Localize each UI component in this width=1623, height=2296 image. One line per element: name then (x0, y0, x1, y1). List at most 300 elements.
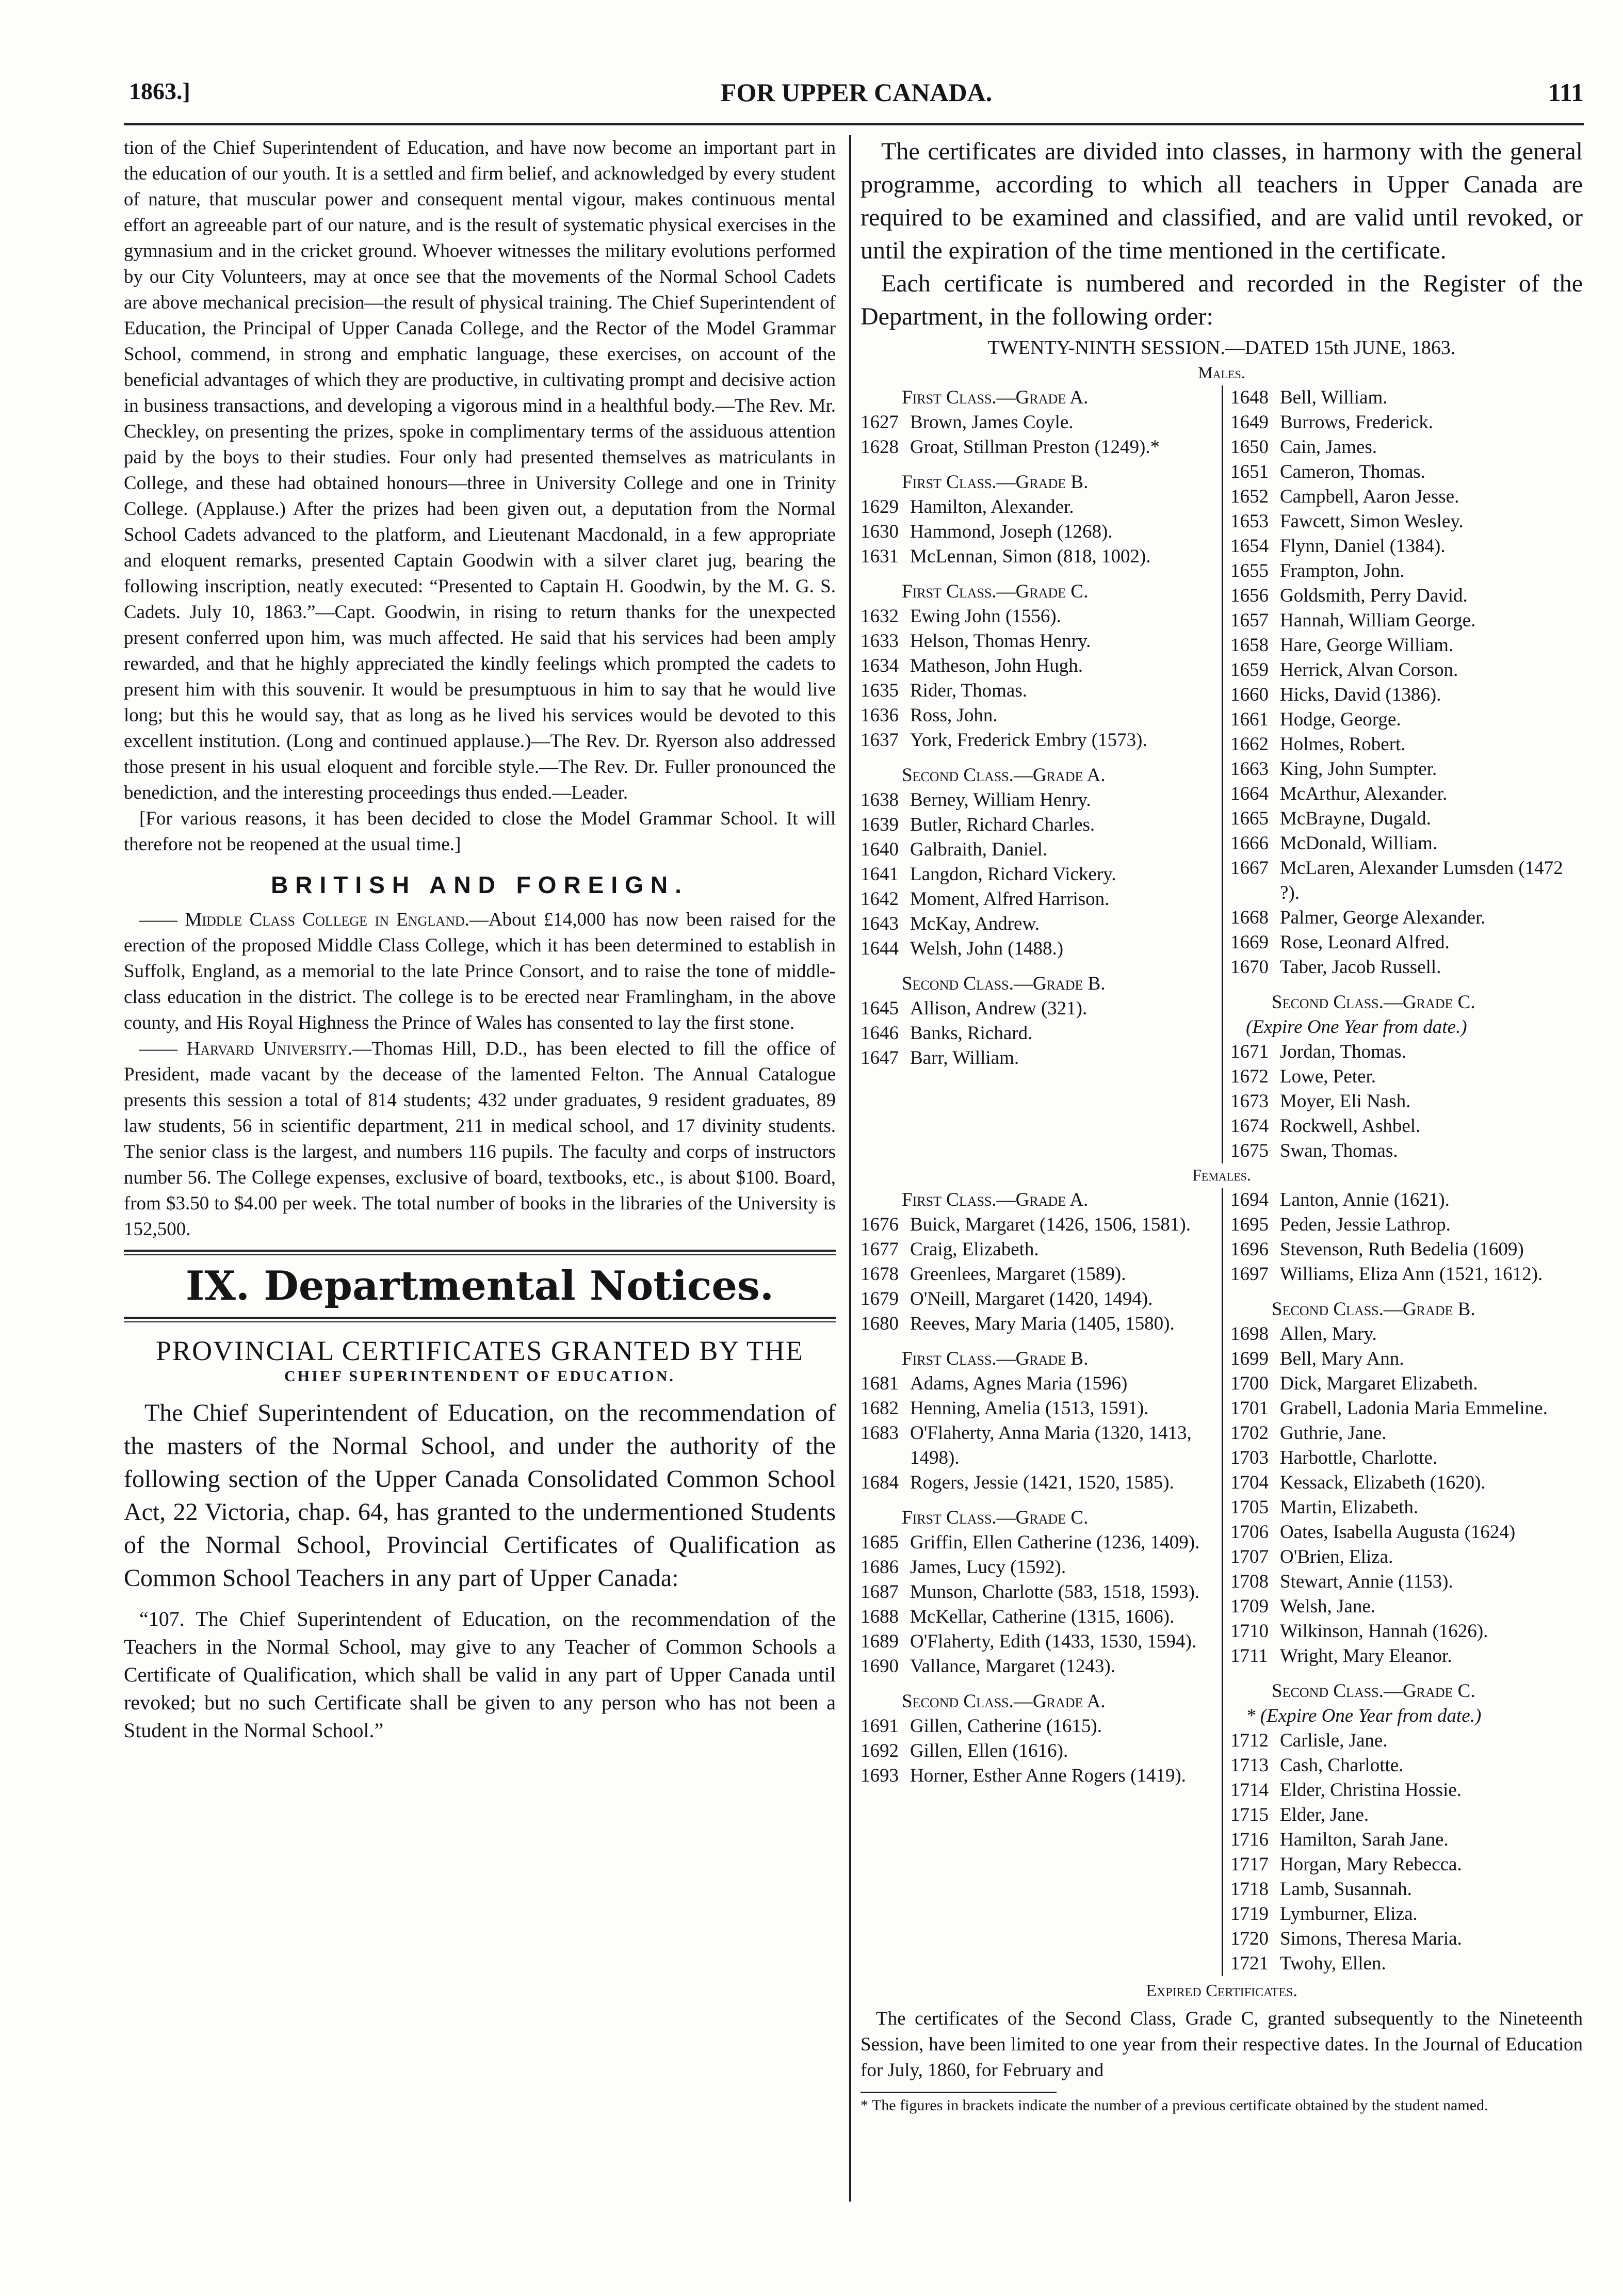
certificate-number: 1668 (1230, 907, 1269, 928)
teacher-name: Wright, Mary Eleanor. (1280, 1645, 1452, 1667)
certificate-number: 1640 (861, 839, 899, 860)
certificate-number: 1679 (861, 1288, 899, 1309)
teacher-name: Kessack, Elizabeth (1620). (1280, 1472, 1486, 1493)
teacher-name: Gillen, Ellen (1616). (910, 1740, 1068, 1761)
certificate-entry (1230, 1644, 1581, 1669)
certificate-number: 1708 (1230, 1571, 1269, 1592)
certificate-entry (1230, 435, 1581, 460)
harvard-item (124, 1036, 836, 1242)
teacher-name: Welsh, Jane. (1280, 1596, 1376, 1617)
certificate-entry (1230, 559, 1581, 584)
teacher-name: Rider, Thomas. (910, 680, 1028, 701)
certificate-number: 1657 (1230, 610, 1269, 631)
page-number: 111 (1548, 78, 1584, 107)
teacher-name: Bell, William. (1280, 387, 1388, 408)
certificate-entry (1230, 757, 1581, 782)
certificates-intro: The Chief Superintendent of Education, on the recommendation of the masters of the Normal School, and under the authority of the following section of the Upper Canada Consolidated Common School Act, 22 Victoria, chap. 64, has granted to the undermentioned Students of the Normal School, Provincial Certificates of Qualification as Common School Teachers in any part of Upper Canada: (124, 1399, 836, 1592)
certificate-number: 1694 (1230, 1189, 1269, 1210)
certificate-entry (1230, 1040, 1581, 1064)
teacher-name: Greenlees, Margaret (1589). (910, 1264, 1126, 1285)
certificate-number: 1704 (1230, 1472, 1269, 1493)
certificate-number: 1664 (1230, 783, 1269, 804)
teacher-name: McDonald, William. (1280, 833, 1438, 854)
certificate-entry (1230, 1803, 1581, 1828)
teacher-name: Berney, William Henry. (910, 789, 1091, 811)
certificate-number: 1676 (861, 1214, 899, 1235)
certificate-entry (1230, 1347, 1581, 1371)
certificate-entry (1230, 806, 1581, 831)
teacher-name: Lamb, Susannah. (1280, 1879, 1412, 1900)
item-text: —Thomas Hill, D.D., has been elected to fill the office of President, made vacant by the decease of the lamented Felton. The Annual Catalogue presents this session a total of 814 students; 432 under graduates, 9 resident graduates, 89 law students, 56 in scientific department, 211 in medical school, and 17 divinity students. The senior class is the largest, and numbers 116 pupils. The faculty and corps of instructors number 56. The College expenses, exclusive of board, textbooks, etc., is about $100. Board, from $3.50 to $4.00 per week. The total number of books in the libraries of the University is 152,500. (124, 1038, 836, 1240)
teacher-name: Brown, James Coyle. (910, 412, 1074, 433)
expired-heading: Expired Certificates. (1146, 1981, 1297, 2000)
certificate-number: 1689 (861, 1631, 899, 1652)
certificate-number: 1690 (861, 1656, 899, 1677)
certificate-number: 1643 (861, 913, 899, 934)
certificate-entry (861, 1396, 1222, 1421)
certificate-number: 1680 (861, 1313, 899, 1334)
certificate-number: 1633 (861, 630, 899, 652)
certificate-number: 1631 (861, 546, 899, 567)
certificate-entry (861, 1470, 1222, 1495)
certificate-entry (861, 678, 1222, 703)
females-list (861, 1188, 1583, 1976)
grade-heading: First Class.—Grade C. (902, 1507, 1089, 1528)
certificate-entry (1230, 1852, 1581, 1877)
certificate-number: 1627 (861, 412, 899, 433)
certificate-number: 1672 (1230, 1066, 1269, 1087)
certificate-entry (1230, 906, 1581, 930)
certificate-number: 1669 (1230, 932, 1269, 953)
certificate-entry (1230, 707, 1581, 732)
certificate-entry (861, 1046, 1222, 1071)
certificate-entry (861, 1262, 1222, 1287)
teacher-name: Campbell, Aaron Jesse. (1280, 486, 1459, 507)
classes-paragraph: The certificates are divided into classes, in harmony with the general programme, according to which all teachers in Upper Canada are required to be examined and classified, and are valid until revoked, or until the expiration of the time mentioned in the certificate. (861, 138, 1583, 264)
teacher-name: O'Neill, Margaret (1420, 1494). (910, 1288, 1153, 1309)
certificate-number: 1684 (861, 1472, 899, 1493)
teacher-name: Galbraith, Daniel. (910, 839, 1048, 860)
teacher-name: Carlisle, Jane. (1280, 1730, 1388, 1751)
teacher-name: Peden, Jessie Lathrop. (1280, 1214, 1451, 1235)
certificate-number: 1711 (1230, 1645, 1268, 1667)
teacher-name: Helson, Thomas Henry. (910, 630, 1091, 652)
certificate-entry (1230, 1089, 1581, 1114)
teacher-name: McBrayne, Dugald. (1280, 808, 1431, 829)
certificate-entry (1230, 1951, 1581, 1976)
certificate-number: 1648 (1230, 387, 1269, 408)
header-year: 1863.] (129, 78, 190, 104)
certificate-entry (861, 604, 1222, 629)
certificate-entry (1230, 1262, 1581, 1287)
certificate-number: 1632 (861, 606, 899, 627)
teacher-name: Dick, Margaret Elizabeth. (1280, 1373, 1478, 1394)
males-list (861, 385, 1583, 1163)
certificate-entry (861, 862, 1222, 887)
teacher-name: Allison, Andrew (321). (910, 998, 1088, 1019)
certificate-entry (861, 703, 1222, 728)
certificate-entry (861, 1739, 1222, 1764)
teacher-name: Williams, Eliza Ann (1521, 1612). (1280, 1264, 1543, 1285)
certificate-entry (1230, 608, 1581, 633)
item-heading: —— Middle Class College in England. (139, 909, 469, 930)
british-foreign-heading: BRITISH AND FOREIGN. (271, 871, 689, 898)
certificate-number: 1699 (1230, 1348, 1269, 1369)
certificate-number: 1718 (1230, 1879, 1269, 1900)
certificate-number: 1713 (1230, 1755, 1269, 1776)
teacher-name: Moment, Alfred Harrison. (910, 888, 1110, 910)
certificate-entry (1230, 930, 1581, 955)
item-text: —About £14,000 has now been raised for the erection of the proposed Middle Class College, which it has been determined to establish in Suffolk, England, as a memorial to the late Prince Consort, and to raise the tone of middle-class education in the district. The college is to be erected near Framlingham, in the above county, and His Royal Highness the Prince of Wales has consented to lay the first stone. (124, 909, 836, 1033)
teacher-name: Lymburner, Eliza. (1280, 1903, 1418, 1925)
teacher-name: York, Frederick Embry (1573). (910, 730, 1147, 751)
certificate-entry (861, 1555, 1222, 1580)
teacher-name: Adams, Agnes Maria (1596) (910, 1373, 1128, 1394)
grade-heading: First Class.—Grade A. (902, 387, 1089, 408)
certificate-entry (1230, 856, 1581, 906)
certificate-entry (861, 1421, 1222, 1470)
header-rule (124, 123, 1584, 125)
left-column (124, 135, 836, 2202)
certificate-number: 1682 (861, 1398, 899, 1419)
teacher-name: McLennan, Simon (818, 1002). (910, 546, 1151, 567)
grade-heading: Second Class.—Grade A. (902, 765, 1106, 786)
certificate-number: 1659 (1230, 659, 1269, 681)
certificate-entry (861, 1605, 1222, 1629)
certificate-entry (861, 1714, 1222, 1739)
certificate-number: 1642 (861, 888, 899, 910)
certificate-number: 1665 (1230, 808, 1269, 829)
certificate-number: 1651 (1230, 461, 1269, 482)
teacher-name: Ross, John. (910, 705, 998, 726)
teacher-name: Matheson, John Hugh. (910, 655, 1083, 676)
certificate-entry (861, 495, 1222, 520)
teacher-name: Twohy, Ellen. (1280, 1953, 1386, 1974)
session-heading: TWENTY-NINTH SESSION.—DATED 15th JUNE, 1863. (987, 337, 1456, 359)
certificate-entry (861, 1371, 1222, 1396)
certificate-number: 1688 (861, 1606, 899, 1627)
females-right-column (1222, 1188, 1581, 1976)
teacher-name: Horgan, Mary Rebecca. (1280, 1854, 1462, 1875)
certificate-number: 1662 (1230, 734, 1269, 755)
certificate-number: 1636 (861, 705, 899, 726)
teacher-name: Jordan, Thomas. (1280, 1041, 1406, 1062)
teacher-name: Hicks, David (1386). (1280, 684, 1441, 705)
teacher-name: Bell, Mary Ann. (1280, 1348, 1404, 1369)
certificate-entry (861, 544, 1222, 569)
expired-text: The certificates of the Second Class, Grade C, granted subsequently to the Nineteenth Session, have been limited to one year from their respective dates. In the Journal of Education for July, 1860, for February and (861, 2008, 1583, 2081)
certificate-number: 1715 (1230, 1804, 1269, 1825)
certificate-entry (1230, 1371, 1581, 1396)
teacher-name: Hamilton, Alexander. (910, 496, 1074, 518)
certificate-entry (861, 813, 1222, 837)
certificate-number: 1644 (861, 938, 899, 959)
teacher-name: Rose, Leonard Alfred. (1280, 932, 1450, 953)
certificate-entry (1230, 1188, 1581, 1212)
certificate-entry (861, 520, 1222, 544)
certificate-number: 1692 (861, 1740, 899, 1761)
grade-heading: Second Class.—Grade A. (902, 1691, 1106, 1712)
certificate-entry (1230, 385, 1581, 410)
certificate-number: 1663 (1230, 758, 1269, 780)
teacher-name: McKellar, Catherine (1315, 1606). (910, 1606, 1175, 1627)
register-paragraph: Each certificate is numbered and recorded in the Register of the Department, in the following order: (861, 270, 1583, 330)
certificate-number: 1706 (1230, 1522, 1269, 1543)
teacher-name: Simons, Theresa Maria. (1280, 1928, 1462, 1949)
teacher-name: Wilkinson, Hannah (1626). (1280, 1621, 1488, 1642)
page-header (129, 77, 1584, 119)
teacher-name: Lowe, Peter. (1280, 1066, 1376, 1087)
act-quote: “107. The Chief Superintendent of Education, on the recommendation of the Teachers in the Normal School, may give to any Teacher of Common Schools a Certificate of Qualification, which shall be valid in any part of Upper Canada until revoked; but no such Certificate shall be given to any person who has not been a Student in the Normal School.” (124, 1607, 836, 1742)
certificate-number: 1701 (1230, 1398, 1269, 1419)
certificate-number: 1660 (1230, 684, 1269, 705)
teacher-name: Stewart, Annie (1153). (1280, 1571, 1453, 1592)
teacher-name: Hamilton, Sarah Jane. (1280, 1829, 1449, 1850)
certificate-entry (861, 887, 1222, 912)
teacher-name: Craig, Elizabeth. (910, 1239, 1039, 1260)
certificate-number: 1719 (1230, 1903, 1269, 1925)
teacher-name: Goldsmith, Perry David. (1280, 585, 1468, 606)
certificate-number: 1666 (1230, 833, 1269, 854)
departmental-notices-heading: IX. Departmental Notices. (185, 1263, 774, 1309)
certificate-entry (1230, 410, 1581, 435)
teacher-name: Vallance, Margaret (1243). (910, 1656, 1115, 1677)
teacher-name: Groat, Stillman Preston (1249).* (910, 436, 1160, 458)
section-divider (124, 1250, 836, 1255)
teacher-name: Elder, Christina Hossie. (1280, 1780, 1462, 1801)
teacher-name: Lanton, Annie (1621). (1280, 1189, 1450, 1210)
certificate-number: 1702 (1230, 1422, 1269, 1444)
teacher-name: Herrick, Alvan Corson. (1280, 659, 1458, 681)
teacher-name: McKay, Andrew. (910, 913, 1040, 934)
certificate-entry (1230, 534, 1581, 559)
certificate-number: 1697 (1230, 1264, 1269, 1285)
certificate-number: 1667 (1230, 858, 1269, 879)
certificate-number: 1677 (861, 1239, 899, 1260)
teacher-name: Moyer, Eli Nash. (1280, 1091, 1411, 1112)
certificate-entry (861, 1654, 1222, 1679)
certificate-entry (1230, 1545, 1581, 1570)
certificate-number: 1673 (1230, 1091, 1269, 1112)
certificate-number: 1661 (1230, 709, 1269, 730)
teacher-name: Rogers, Jessie (1421, 1520, 1585). (910, 1472, 1174, 1493)
certificates-title: PROVINCIAL CERTIFICATES GRANTED BY THE (156, 1335, 804, 1366)
teacher-name: Hare, George William. (1280, 635, 1454, 656)
expiry-note: * (Expire One Year from date.) (1246, 1705, 1482, 1726)
certificate-number: 1700 (1230, 1373, 1269, 1394)
teacher-name: O'Flaherty, Edith (1433, 1530, 1594). (910, 1631, 1197, 1652)
certificate-number: 1658 (1230, 635, 1269, 656)
certificate-number: 1650 (1230, 436, 1269, 458)
footnote-rule (861, 2092, 1057, 2093)
certificate-entry (861, 1237, 1222, 1262)
teacher-name: Ewing John (1556). (910, 606, 1061, 627)
certificate-entry (1230, 1114, 1581, 1139)
certificate-number: 1681 (861, 1373, 899, 1394)
certificate-entry (1230, 683, 1581, 707)
certificate-entry (1230, 1728, 1581, 1753)
teacher-name: Harbottle, Charlotte. (1280, 1447, 1438, 1468)
certificate-entry (861, 1530, 1222, 1555)
certificate-number: 1710 (1230, 1621, 1269, 1642)
grade-heading: Second Class.—Grade B. (1272, 1299, 1475, 1320)
certificate-number: 1649 (1230, 412, 1269, 433)
certificate-number: 1641 (861, 864, 899, 885)
certificate-number: 1693 (861, 1765, 899, 1786)
teacher-name: Langdon, Richard Vickery. (910, 864, 1116, 885)
teacher-name: O'Flaherty, Anna Maria (1320, 1413, 1498). (910, 1422, 1192, 1468)
certificate-entry (861, 936, 1222, 961)
certificate-entry (1230, 1446, 1581, 1470)
teacher-name: Rockwell, Ashbel. (1280, 1115, 1421, 1137)
section-divider (124, 1317, 836, 1322)
certificate-entry (1230, 1778, 1581, 1803)
header-title: FOR UPPER CANADA. (720, 78, 993, 107)
teacher-name: O'Brien, Eliza. (1280, 1546, 1393, 1567)
certificate-entry (1230, 1520, 1581, 1545)
certificate-entry (1230, 1570, 1581, 1594)
grade-heading: Second Class.—Grade C. (1272, 992, 1475, 1013)
teacher-name: Horner, Esther Anne Rogers (1419). (910, 1765, 1186, 1786)
certificate-entry (861, 912, 1222, 936)
certificate-number: 1656 (1230, 585, 1269, 606)
certificate-entry (1230, 1212, 1581, 1237)
males-right-column (1222, 385, 1581, 1163)
grammar-school-notice: [For various reasons, it has been decided to close the Model Grammar School. It will therefore not be reopened at the usual time.] (124, 808, 836, 855)
expiry-note: (Expire One Year from date.) (1246, 1016, 1467, 1038)
teacher-name: Welsh, John (1488.) (910, 938, 1064, 959)
certificate-entry (1230, 1421, 1581, 1446)
teacher-name: Cain, James. (1280, 436, 1377, 458)
certificate-number: 1652 (1230, 486, 1269, 507)
certificate-entry (1230, 1139, 1581, 1163)
teacher-name: Stevenson, Ruth Bedelia (1609) (1280, 1239, 1524, 1260)
teacher-name: Cash, Charlotte. (1280, 1755, 1404, 1776)
grade-heading: First Class.—Grade B. (902, 1348, 1089, 1369)
column-rule (849, 135, 851, 2202)
teacher-name: Martin, Elizabeth. (1280, 1497, 1419, 1518)
certificate-entry (1230, 633, 1581, 658)
teacher-name: Munson, Charlotte (583, 1518, 1593). (910, 1581, 1200, 1603)
item-heading: —— Harvard University. (139, 1038, 353, 1059)
certificate-entry (1230, 584, 1581, 608)
certificate-entry (1230, 1902, 1581, 1927)
certificate-entry (861, 788, 1222, 813)
certificate-entry (861, 629, 1222, 654)
right-column (861, 135, 1583, 2202)
females-left-column (861, 1188, 1222, 1976)
certificate-entry (1230, 1828, 1581, 1852)
certificate-entry (861, 1312, 1222, 1336)
certificate-number: 1703 (1230, 1447, 1269, 1468)
certificate-entry (861, 410, 1222, 435)
certificate-entry (1230, 1619, 1581, 1644)
certificate-number: 1653 (1230, 511, 1269, 532)
certificate-entry (1230, 1877, 1581, 1902)
certificate-entry (1230, 1396, 1581, 1421)
teacher-name: James, Lucy (1592). (910, 1557, 1066, 1578)
teacher-name: Taber, Jacob Russell. (1280, 957, 1441, 978)
certificate-entry (861, 1580, 1222, 1605)
footnote: * The figures in brackets indicate the number of a previous certificate obtained by the student named. (861, 2097, 1488, 2114)
certificate-number: 1691 (861, 1716, 899, 1737)
teacher-name: Reeves, Mary Maria (1405, 1580). (910, 1313, 1175, 1334)
males-heading: Males. (1198, 363, 1245, 382)
certificate-number: 1671 (1230, 1041, 1269, 1062)
teacher-name: Guthrie, Jane. (1280, 1422, 1387, 1444)
grade-heading: First Class.—Grade B. (902, 472, 1089, 493)
teacher-name: Barr, William. (910, 1047, 1019, 1069)
certificate-number: 1705 (1230, 1497, 1269, 1518)
article-continuation: tion of the Chief Superintendent of Education, and have now become an important part in the education of our youth. It is a settled and firm belief, and acknowledged by every student of nature, that muscular power and consequent mental vigour, makes continuous mental effort an agreeable part of our nature, and is the result of systematic physical exercises in the gymnasium and in the cricket ground. Whoever witnesses the military evolutions performed by our City Volunteers, may at once see that the movements of the Normal School Cadets are above mechanical precision—the result of physical training. The Chief Superintendent of Education, the Principal of Upper Canada College, and the Rector of the Model Grammar School, commend, in strong and emphatic language, these exercises, on account of the beneficial advantages of which they are productive, in cultivating prompt and decisive action in business transactions, and developing a vigorous mind in a healthful body.—The Rev. Mr. Checkley, on presenting the prizes, spoke in complimentary terms of the assiduous attention paid by the boys to their studies. Four only had presented themselves as matriculants in College, and these had obtained honours—three in University College and one in Trinity College. (Applause.) After the prizes had been given out, a deputation from the Normal School Cadets advanced to the platform, and Lieutenant Macdonald, in a few appropriate and eloquent remarks, presented Captain Goodwin with a silver claret jug, bearing the following inscription, neatly executed: “Presented to Captain H. Goodwin, by the M. G. S. Cadets. July 10, 1863.”—Capt. Goodwin, in rising to return thanks for the unexpected present conferred upon him, was much affected. He said that his services had been amply rewarded, and that he highly appreciated the kindly feelings which prompted the cadets to present him with this souvenir. It would be presumptuous in him to say that he would live long; but this he would say, that as long as he lived his services would be devoted to this excellent institution. (Long and continued applause.)—The Rev. Dr. Ryerson also addressed those present in his usual eloquent and forcible style.—The Rev. Dr. Fuller pronounced the benediction, and the interesting proceedings thus ended.—Leader. (124, 137, 836, 803)
certificate-number: 1675 (1230, 1140, 1269, 1161)
certificate-entry (1230, 484, 1581, 509)
certificate-number: 1714 (1230, 1780, 1269, 1801)
certificate-number: 1696 (1230, 1239, 1269, 1260)
males-left-column (861, 385, 1222, 1163)
certificate-number: 1674 (1230, 1115, 1269, 1137)
certificate-entry (1230, 831, 1581, 856)
certificate-entry (861, 837, 1222, 862)
certificate-entry (1230, 658, 1581, 683)
certificate-entry (1230, 509, 1581, 534)
teacher-name: McArthur, Alexander. (1280, 783, 1448, 804)
teacher-name: Holmes, Robert. (1280, 734, 1406, 755)
certificate-number: 1634 (861, 655, 899, 676)
certificate-number: 1678 (861, 1264, 899, 1285)
certificate-entry (861, 728, 1222, 753)
certificate-number: 1686 (861, 1557, 899, 1578)
teacher-name: Gillen, Catherine (1615). (910, 1716, 1102, 1737)
teacher-name: Allen, Mary. (1280, 1323, 1377, 1345)
teacher-name: Cameron, Thomas. (1280, 461, 1425, 482)
certificate-number: 1646 (861, 1023, 899, 1044)
certificate-entry (1230, 782, 1581, 806)
certificate-entry (861, 1212, 1222, 1237)
teacher-name: Hodge, George. (1280, 709, 1401, 730)
certificate-number: 1630 (861, 521, 899, 542)
teacher-name: Frampton, John. (1280, 560, 1405, 581)
teacher-name: Burrows, Frederick. (1280, 412, 1433, 433)
certificate-number: 1683 (861, 1422, 899, 1444)
certificate-entry (861, 1287, 1222, 1312)
certificate-number: 1670 (1230, 957, 1269, 978)
certificate-number: 1629 (861, 496, 899, 518)
certificate-entry (1230, 1495, 1581, 1520)
certificate-number: 1695 (1230, 1214, 1269, 1235)
certificate-entry (861, 1629, 1222, 1654)
certificate-number: 1685 (861, 1532, 899, 1553)
certificate-number: 1647 (861, 1047, 899, 1069)
certificate-number: 1716 (1230, 1829, 1269, 1850)
certificate-number: 1645 (861, 998, 899, 1019)
grade-heading: Second Class.—Grade C. (1272, 1680, 1475, 1702)
certificates-subtitle: CHIEF SUPERINTENDENT OF EDUCATION. (284, 1368, 675, 1385)
teacher-name: King, John Sumpter. (1280, 758, 1437, 780)
teacher-name: Griffin, Ellen Catherine (1236, 1409). (910, 1532, 1200, 1553)
certificate-number: 1638 (861, 789, 899, 811)
teacher-name: Elder, Jane. (1280, 1804, 1369, 1825)
certificate-number: 1720 (1230, 1928, 1269, 1949)
teacher-name: Hannah, William George. (1280, 610, 1476, 631)
teacher-name: Flynn, Daniel (1384). (1280, 536, 1446, 557)
grade-heading: Second Class.—Grade B. (902, 973, 1106, 994)
teacher-name: Henning, Amelia (1513, 1591). (910, 1398, 1149, 1419)
teacher-name: Buick, Margaret (1426, 1506, 1581). (910, 1214, 1191, 1235)
certificate-number: 1654 (1230, 536, 1269, 557)
certificate-entry (861, 654, 1222, 678)
certificate-number: 1687 (861, 1581, 899, 1603)
